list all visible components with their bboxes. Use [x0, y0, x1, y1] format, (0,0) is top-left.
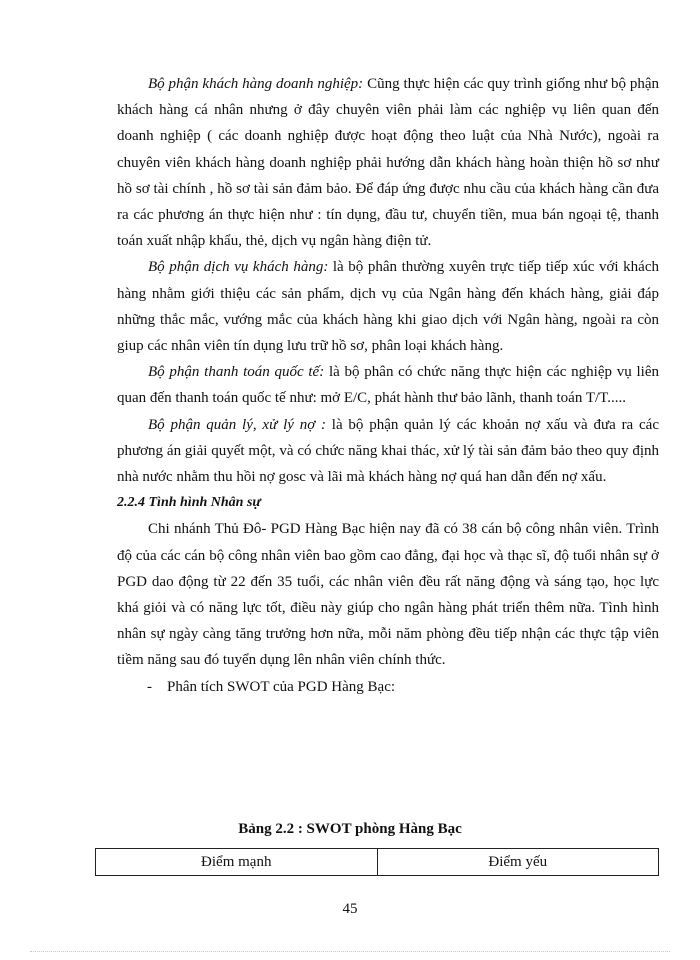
- bullet-text: Phân tích SWOT của PGD Hàng Bạc:: [167, 678, 396, 695]
- bullet-item: [117, 674, 659, 700]
- paragraph-personnel: Chi nhánh Thủ Đô- PGD Hàng Bạc hiện nay đã có 38 cán bộ công nhân viên. Trình độ của các cán bộ công nhân viên bao gồm cao đẳng, đại học và thạc sĩ, độ tuổi nhân sự ở PGD dao động từ 22 đến 35 tuổi, các nhân viên đều rất năng động và sáng tạo, học lực khá giỏi và có năng lực tốt, điều này giúp cho ngân hàng phát triển thêm nữa. Tình hình nhân sự ngày càng tăng trưởng hơn nữa, mỗi năm phòng đều tiếp nhận các thực tập viên tiềm năng sau đó tuyển dụng lên nhân viên chính thức.: [117, 521, 659, 669]
- page-footer-divider: [30, 951, 670, 952]
- bullet-marker: -: [147, 678, 152, 695]
- page-number: 45: [342, 901, 358, 917]
- paragraph-corporate-clients: [117, 71, 659, 254]
- paragraph-text: là bộ phận quản lý các khoản nợ xấu và đưa ra các phương án giải quyết một, và có chức năng khai thác, xử lý tài sản đảm bảo theo quy định nhà nước nhằm thu hồi nợ gosc và lãi mà khách hàng nợ quá han dẫn đến nợ xấu.: [117, 416, 659, 486]
- paragraph-lead: Bộ phận quản lý, xử lý nợ :: [148, 416, 326, 433]
- paragraph-text: Cũng thực hiện các quy trình giống như bộ phận khách hàng cá nhân nhưng ở đây chuyên viên phải làm các nghiệp vụ liên quan đến doanh nghiệp ( các doanh nghiệp được hoạt động theo luật của Nhà Nước), ngoài ra chuyên viên khách hàng doanh nghiệp phải hướng dẫn khách hàng hoàn thiện hồ sơ như hồ sơ tài chính , hồ sơ tài sản đảm bảo. Để đáp ứng được nhu cầu của khách hàng cần đưa ra các phương án thực hiện như : tín dụng, đầu tư, chuyển tiền, mua bán ngoại tệ, thanh toán xuất nhập khẩu, thẻ, dịch vụ ngân hàng điện tử.: [117, 76, 659, 250]
- paragraph-customer-service: [117, 254, 659, 359]
- paragraph-lead: Bộ phận dịch vụ khách hàng:: [148, 259, 329, 276]
- paragraph-text: là bộ phân thường xuyên trực tiếp tiếp xúc với khách hàng nhằm giới thiệu các sản phẩm, dịch vụ của Ngân hàng đến khách hàng, giải đáp những thắc mắc, vướng mắc của khách hàng khi giao dịch với Ngân hàng, ngoài ra còn giup các nhân viên tín dụng lưu trữ hồ sơ, phân loại khách hàng.: [117, 259, 659, 355]
- paragraph-international-payment: [117, 359, 659, 411]
- table-header-weaknesses: Điểm yếu: [377, 849, 659, 876]
- body-text: [117, 71, 659, 700]
- paragraph-lead: Bộ phận thanh toán quốc tế:: [148, 364, 325, 381]
- table-header-row: [96, 849, 659, 876]
- paragraph-text: là bộ phân có chức năng thực hiện các nghiệp vụ liên quan đến thanh toán quốc tế như: mở E/C, phát hành thư bảo lãnh, thanh toán T/T.....: [117, 364, 659, 407]
- table-caption: Bảng 2.2 : SWOT phòng Hàng Bạc: [238, 821, 462, 837]
- swot-table: [95, 848, 659, 876]
- paragraph-lead: Bộ phận khách hàng doanh nghiệp:: [148, 76, 364, 92]
- section-heading: 2.2.4 Tình hình Nhân sự: [117, 495, 261, 511]
- paragraph-debt-management: [117, 412, 659, 491]
- table-header-strengths: Điểm mạnh: [96, 849, 378, 876]
